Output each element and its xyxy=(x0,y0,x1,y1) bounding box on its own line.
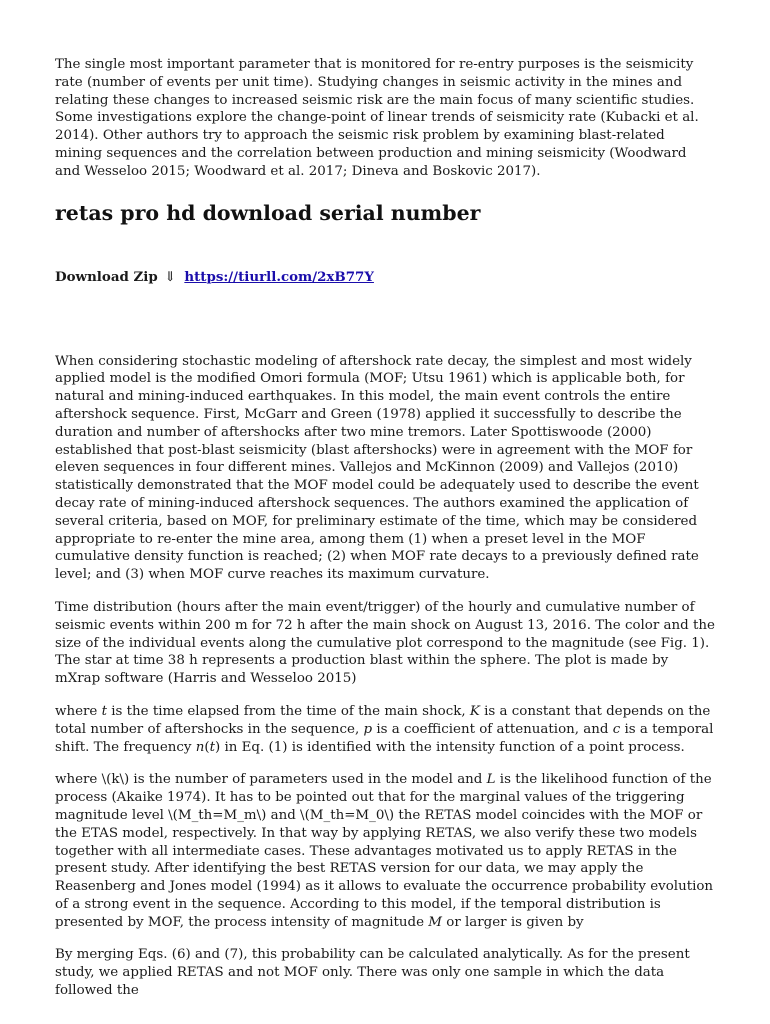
paragraph-merging: By merging Eqs. (6) and (7), this probability can be calculated analytically. As for the present study, we applied RETAS and not MOF only. There was only one sample in which the data followed the xyxy=(55,947,690,999)
paragraph-where-t: where t is the time elapsed from the time of the main shock, K is a constant that depends on the total number of aftershocks in the sequence, p is a coefficient of attenuation, and c is a temporal shift. The frequency n(t) in Eq. (1) is identified with the intensity function of a point process. xyxy=(55,703,714,755)
paragraph-where-k: where \(k\) is the number of parameters used in the model and L is the likelihood function of the process (Akaike 1974). It has to be pointed out that for the marginal values of the triggering magnitude level \(M_th=M_m\) and \(M_th=M_0\) the RETAS model coincides with the MOF or the ETAS model, respectively. In that way by applying RETAS, we also verify these two models together with all intermediate cases. These advantages motivated us to apply RETAS in the present study. After identifying the best RETAS version for our data, we may apply the Reasenberg and Jones model (1994) as it allows to evaluate the occurrence probability evolution of a strong event in the sequence. According to this model, if the temporal distribution is presented by MOF, the process intensity of magnitude M or larger is given by xyxy=(55,772,714,930)
intro-paragraph: The single most important parameter that is monitored for re-entry purposes is the seismicity rate (number of events per unit time). Studying changes in seismic activity in the mines and relating these changes to increased seismic risk are the main focus of many scientific studies. Some investigations explore the change-point of linear trends of seismicity rate (Kubacki et al. 2014). Other authors try to approach the seismic risk problem by examining blast-related mining sequences and the correlation between production and mining seismicity (Woodward and Wesseloo 2015; Woodward et al. 2017; Dineva and Boskovic 2017). xyxy=(55,57,699,179)
page-title: retas pro hd download serial number xyxy=(55,200,481,225)
download-label: Download Zip xyxy=(55,268,158,285)
download-link[interactable]: https://tiurll.com/2xB77Y xyxy=(184,268,374,285)
article xyxy=(55,56,715,1000)
link-icon: ⇓ xyxy=(164,269,176,285)
paragraph-time-distribution: Time distribution (hours after the main event/trigger) of the hourly and cumulative number of seismic events within 200 m for 72 h after the main shock on August 13, 2016. The color and the size of the individual events along the cumulative plot correspond to the magnitude (see Fig. 1). The star at time 38 h represents a production blast within the sphere. The plot is made by mXrap software (Harris and Wesseloo 2015) xyxy=(55,599,715,687)
download-line xyxy=(55,268,715,287)
paragraph-omori: When considering stochastic modeling of aftershock rate decay, the simplest and most widely applied model is the modified Omori formula (MOF; Utsu 1961) which is applicable both, for natural and mining-induced earthquakes. In this model, the main event controls the entire aftershock sequence. First, McGarr and Green (1978) applied it successfully to describe the duration and number of aftershocks after two mine tremors. Later Spottiswoode (2000) established that post-blast seismicity (blast aftershocks) were in agreement with the MOF for eleven sequences in four different mines. Vallejos and McKinnon (2009) and Vallejos (2010) statistically demonstrated that the MOF model could be adequately used to describe the event decay rate of mining-induced aftershock sequences. The authors examined the application of several criteria, based on MOF, for preliminary estimate of the time, which may be considered appropriate to re-enter the mine area, among them (1) when a preset level in the MOF cumulative density function is reached; (2) when MOF rate decays to a previously defined rate level; and (3) when MOF curve reaches its maximum curvature. xyxy=(55,353,699,583)
